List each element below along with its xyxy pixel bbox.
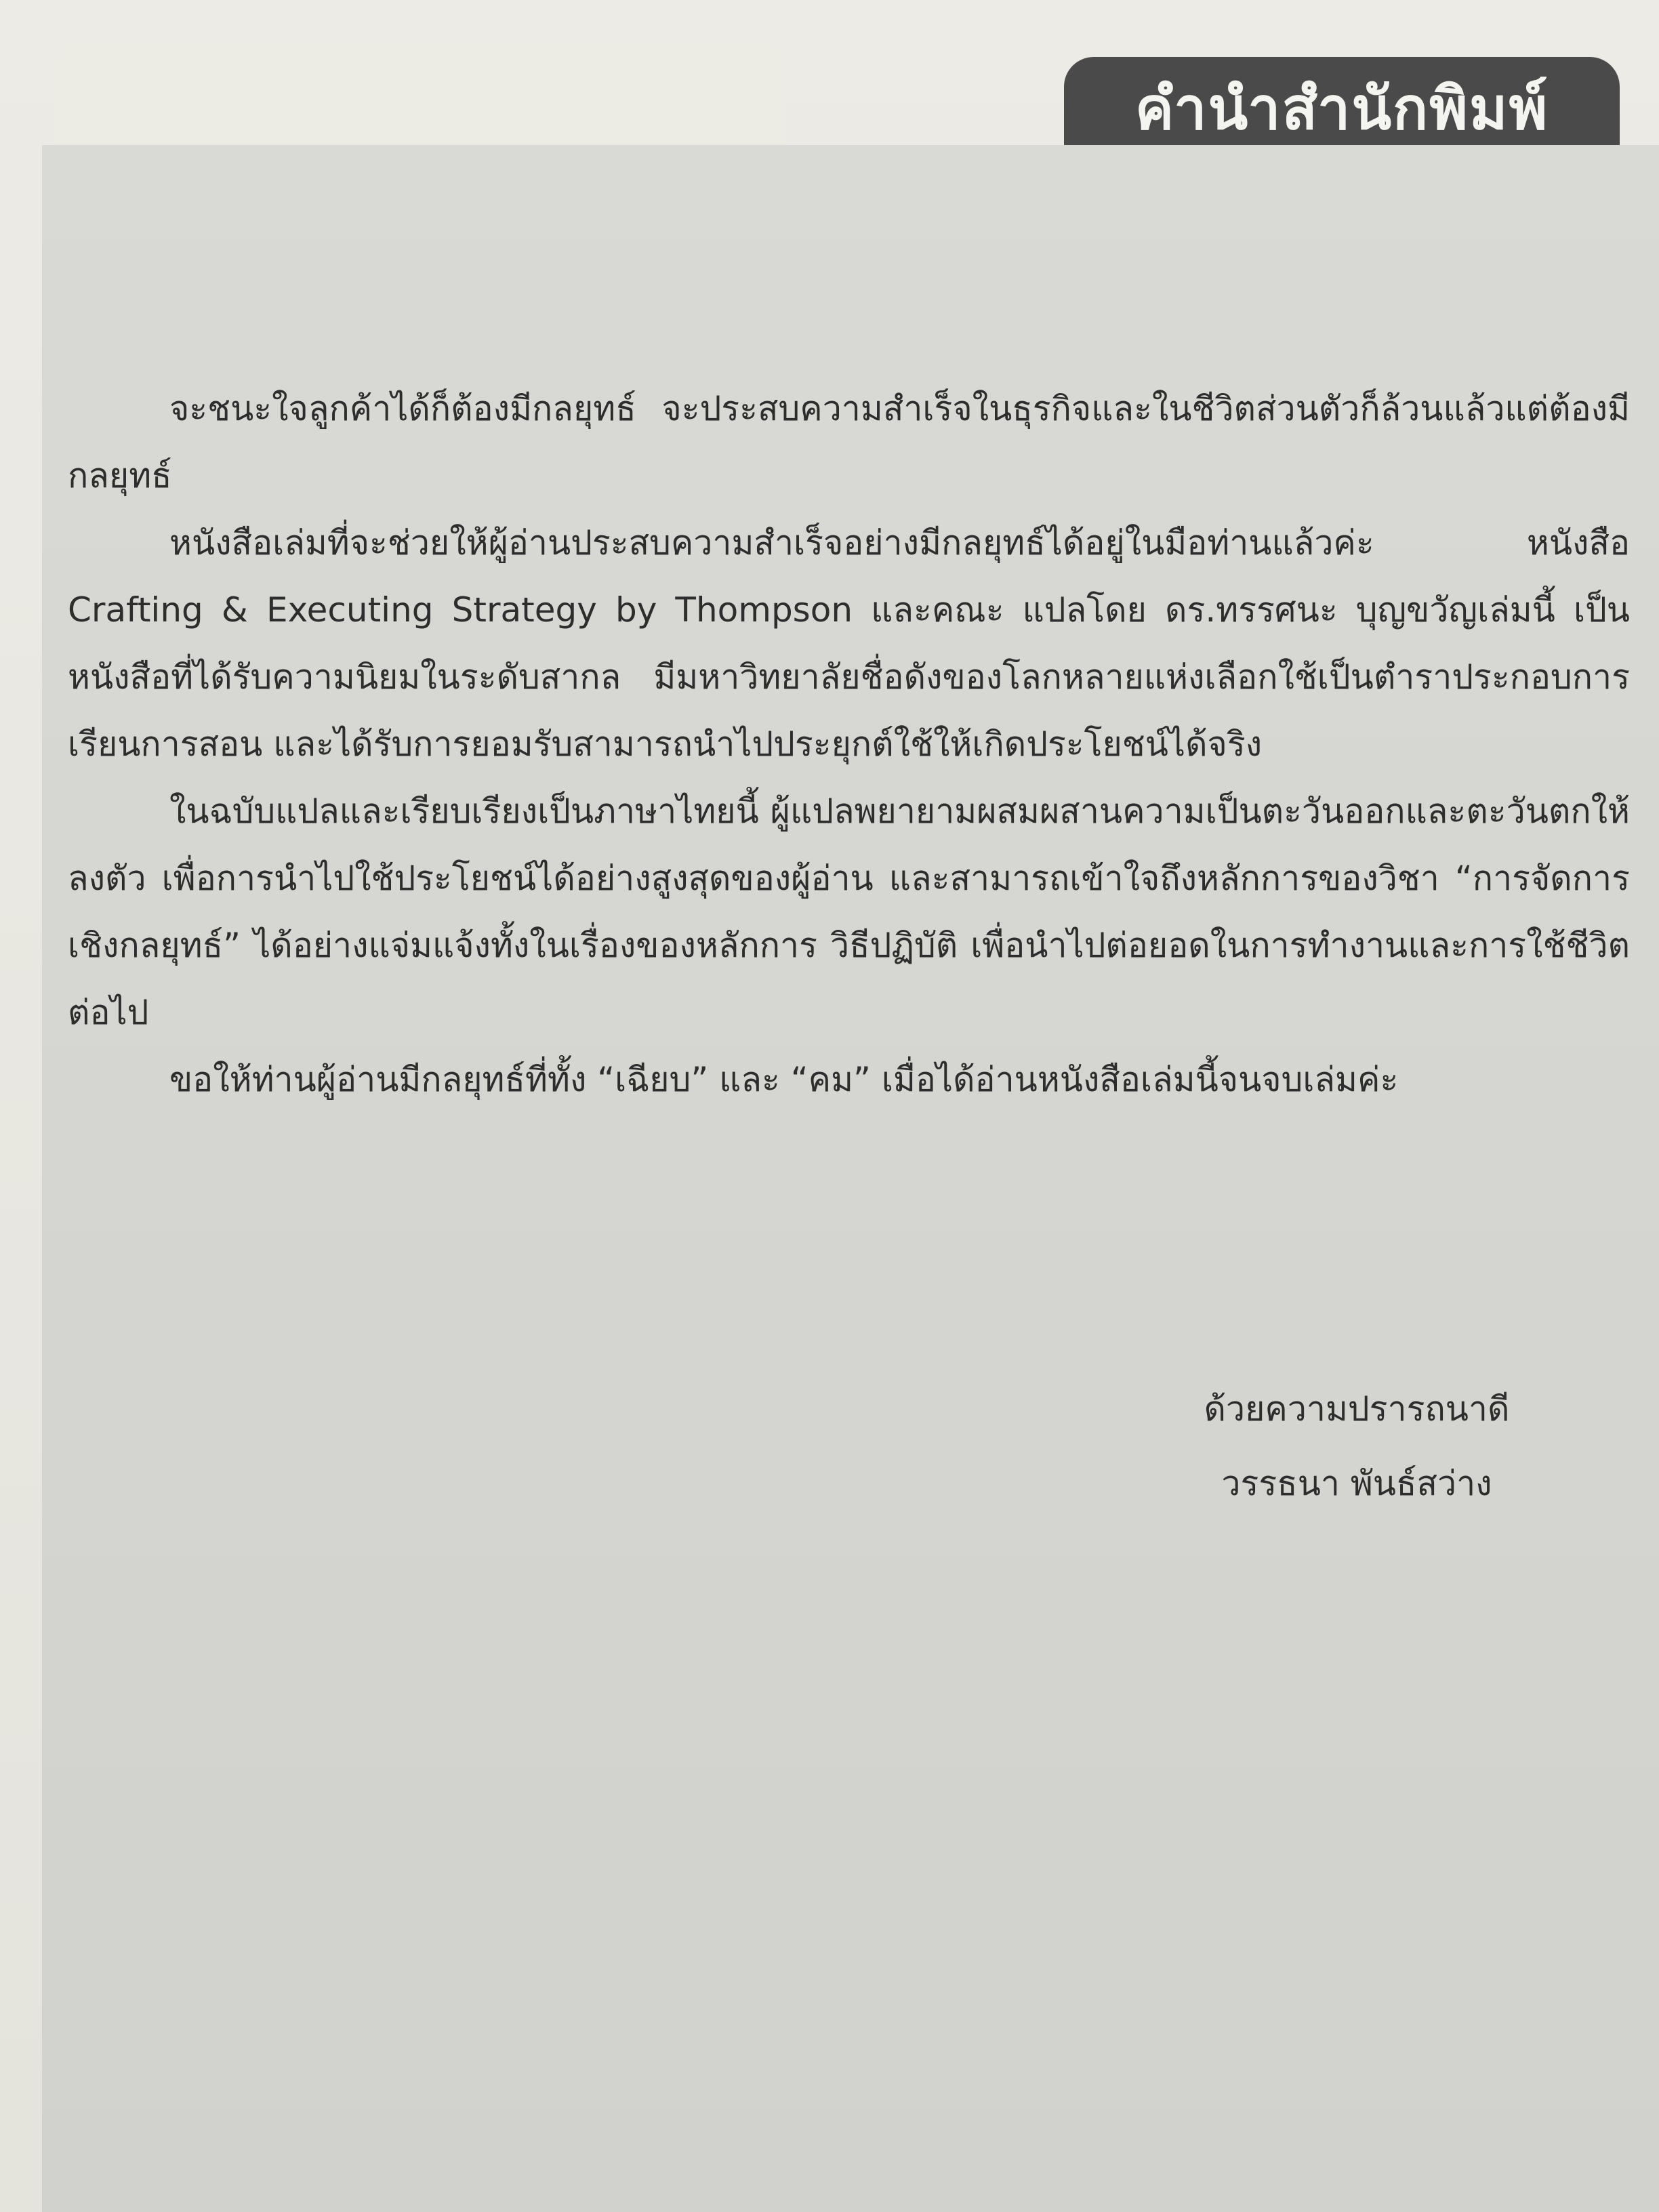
signature-name: วรรธนา พันธ์สว่าง [1221, 1464, 1492, 1503]
signature-closing: ด้วยความปรารถนาดี [1204, 1389, 1510, 1429]
section-title: คำนำสำนักพิมพ์ [1134, 75, 1549, 143]
paragraph-3: ในฉบับแปลและเรียบเรียงเป็นภาษาไทยนี้ ผู้แปลพยายามผสมผสานความเป็นตะวันออกและตะวันตกให้ลงตัว เพื่อการนำไปใช้ประโยชน์ได้อย่างสูงสุดของผู้อ่าน และสามารถเข้าใจถึงหลักการของวิชา “การจัดการเชิงกลยุทธ์” ได้อย่างแจ่มแจ้งทั้งในเรื่องของหลักการ วิธีปฏิบัติ เพื่อนำไปต่อยอดในการทำงานและการใช้ชีวิตต่อไป [68, 792, 1630, 1032]
paragraph-2: หนังสือเล่มที่จะช่วยให้ผู้อ่านประสบความสำเร็จอย่างมีกลยุทธ์ได้อยู่ในมือท่านแล้วค่ะ หนังสือ Crafting & Executing Strategy by Thompson และคณะ แปลโดย ดร.ทรรศนะ บุญขวัญเล่มนี้ เป็นหนังสือที่ได้รับความนิยมในระดับสากล มีมหาวิทยาลัยชื่อดังของโลกหลายแห่งเลือกใช้เป็นตำราประกอบการเรียนการสอน และได้รับการยอมรับสามารถนำไปประยุกต์ใช้ให้เกิดประโยชน์ได้จริง [68, 523, 1630, 764]
preface-body [68, 375, 1630, 1113]
previous-page-ghost [54, 41, 786, 142]
content-panel [42, 145, 1659, 2212]
paragraph-4: ขอให้ท่านผู้อ่านมีกลยุทธ์ที่ทั้ง “เฉียบ” และ “คม” เมื่อได้อ่านหนังสือเล่มนี้จนจบเล่มค่ะ [169, 1060, 1399, 1099]
signature-block [1167, 1372, 1547, 1521]
paragraph-1: จะชนะใจลูกค้าได้ก็ต้องมีกลยุทธ์ จะประสบความสำเร็จในธุรกิจและในชีวิตส่วนตัวก็ล้วนแล้วแต่ต้องมีกลยุทธ์ [68, 389, 1630, 495]
section-header-tab [1064, 57, 1620, 159]
